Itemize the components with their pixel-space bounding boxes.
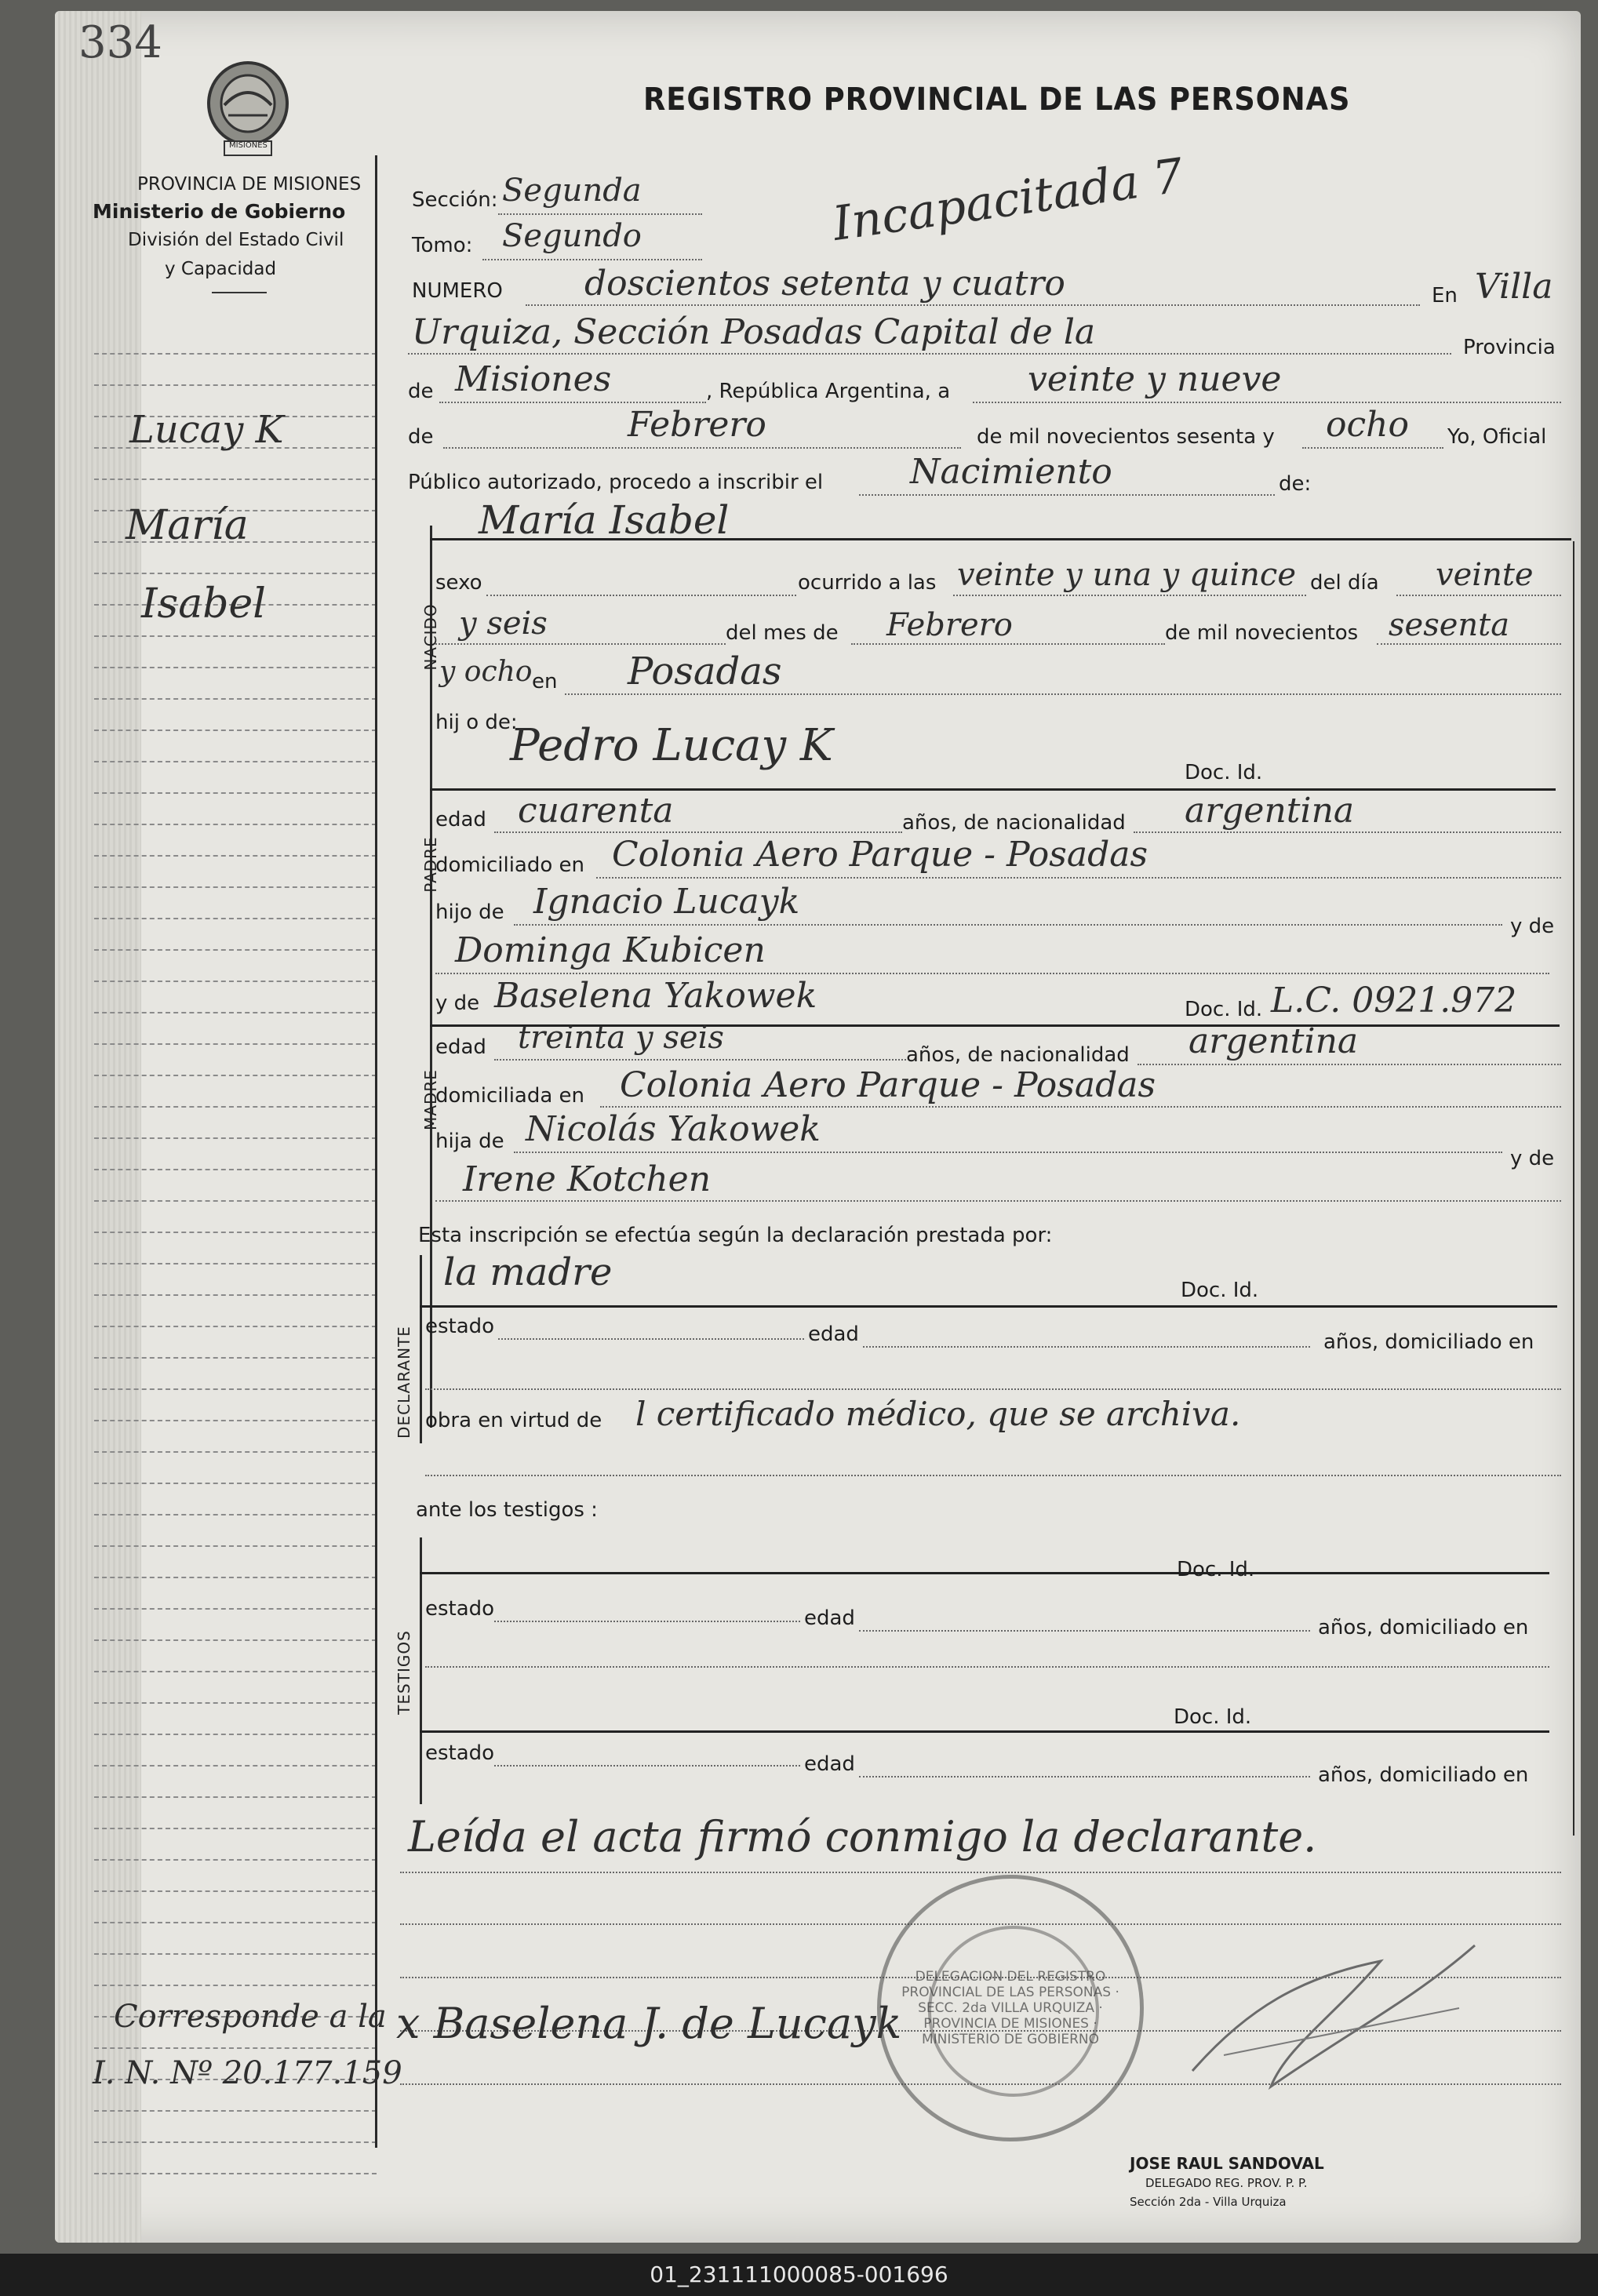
de-label: de xyxy=(408,380,434,403)
year-line xyxy=(1302,447,1443,449)
testigo2-edad-label: edad xyxy=(804,1752,855,1776)
anio-value-2: y ocho xyxy=(439,656,533,688)
republica-label: , República Argentina, a xyxy=(706,380,951,403)
madre-edad-label: edad xyxy=(435,1035,486,1059)
mes-value: Febrero xyxy=(886,607,1013,643)
closing-statement: Leída el acta firmó conmigo la declarante. xyxy=(408,1812,1317,1861)
province-name: PROVINCIA DE MISIONES xyxy=(137,174,362,195)
declarante-anios-label: años, domiciliado en xyxy=(1323,1330,1534,1354)
officer-signature-icon xyxy=(1177,1914,1491,2102)
padre-father-line xyxy=(514,924,1502,926)
dia-continuation-line xyxy=(435,643,726,645)
madre-domicilio-value: Colonia Aero Parque - Posadas xyxy=(620,1065,1156,1105)
padre-domicilio-value: Colonia Aero Parque - Posadas xyxy=(612,835,1148,875)
year-value: ocho xyxy=(1326,405,1409,445)
padre-nacionalidad-line xyxy=(1134,831,1561,833)
declarante-edad-line xyxy=(863,1346,1310,1348)
header-divider xyxy=(212,292,267,293)
register-title: REGISTRO PROVINCIAL DE LAS PERSONAS xyxy=(643,82,1351,118)
madre-domicilio-label: domiciliada en xyxy=(435,1084,585,1108)
testigo2-anios-label: años, domiciliado en xyxy=(1318,1763,1529,1787)
en-value: Villa xyxy=(1475,267,1553,307)
section-vertical-rule-testigos xyxy=(420,1537,422,1804)
testigo1-doc-label: Doc. Id. xyxy=(1177,1558,1255,1581)
mes-label: del mes de xyxy=(726,621,839,645)
madre-mother-value: Irene Kotchen xyxy=(463,1159,712,1199)
declarante-edad-label: edad xyxy=(808,1323,859,1346)
madre-edad-line xyxy=(494,1059,906,1061)
hora-value: veinte y una y quince xyxy=(957,557,1296,593)
right-border-rule xyxy=(1573,541,1574,1836)
seccion-value: Segunda xyxy=(502,173,642,209)
seccion-label: Sección: xyxy=(412,188,498,212)
madre-mother-line xyxy=(435,1200,1561,1202)
madre-father-line xyxy=(514,1152,1502,1153)
testigo1-edad-label: edad xyxy=(804,1606,855,1630)
lugar-en-label: en xyxy=(532,670,558,693)
testigo1-estado-line xyxy=(494,1621,800,1622)
declarant-signature: x Baselena J. de Lucayk xyxy=(396,1999,902,2048)
testigo2-doc-label: Doc. Id. xyxy=(1174,1705,1252,1729)
en-label: En xyxy=(1432,284,1458,307)
provincia-line xyxy=(439,402,706,403)
testigo2-estado-label: estado xyxy=(425,1741,495,1765)
padre-edad-label: edad xyxy=(435,808,486,831)
madre-name-value: Baselena Yakowek xyxy=(494,976,817,1016)
provincia-label: Provincia xyxy=(1463,336,1556,359)
nacido-name-value: María Isabel xyxy=(479,497,730,543)
tomo-line xyxy=(482,259,702,260)
declarante-doc-label: Doc. Id. xyxy=(1181,1279,1259,1302)
mes-line xyxy=(851,643,1165,645)
official-stamp xyxy=(877,1875,1144,2141)
tomo-label: Tomo: xyxy=(412,234,473,257)
anio-value: sesenta xyxy=(1389,607,1510,643)
tomo-value: Segundo xyxy=(502,218,642,254)
madre-hija-label: hija de xyxy=(435,1130,504,1153)
locality-value: Urquiza, Sección Posadas Capital de la xyxy=(412,312,1096,352)
madre-doc-value: L.C. 0921.972 xyxy=(1271,981,1517,1021)
declarante-intro-label: Esta inscripción se efectúa según la declaración prestada por: xyxy=(418,1224,1053,1247)
testigo2-edad-line xyxy=(859,1776,1310,1777)
madre-nacionalidad-line xyxy=(1138,1064,1561,1065)
year-prefix: de mil novecientos sesenta y xyxy=(977,425,1275,449)
declarante-name-rule xyxy=(420,1305,1557,1308)
scan-id-footer: 01_231111000085-001696 xyxy=(0,2254,1598,2296)
testigos-section-label: TESTIGOS xyxy=(395,1630,413,1715)
acto-value: Nacimiento xyxy=(910,452,1112,492)
publico-label: Público autorizado, procedo a inscribir el xyxy=(408,471,824,494)
seccion-line xyxy=(498,213,702,215)
padre-y-de-label: y de xyxy=(1510,915,1555,938)
closing-line-1 xyxy=(400,1872,1561,1873)
stamp-text: DELEGACION DEL REGISTRO PROVINCIAL DE LAS PERSONAS · SECC. 2da VILLA URQUIZA · PROVINCIA DE MISIONES · MINISTERIO DE GOBIERNO xyxy=(901,1969,1119,2047)
incapacitada-annotation: Incapacitada 7 xyxy=(829,148,1187,252)
de3-label: de: xyxy=(1279,472,1312,496)
locality-line xyxy=(408,353,1451,355)
officer-title: DELEGADO REG. PROV. P. P. xyxy=(1145,2176,1308,2190)
nacido-section-label: NACIDO xyxy=(421,603,440,671)
nacido-name-rule xyxy=(430,538,1571,540)
numero-line xyxy=(526,304,1420,306)
padre-mother-line xyxy=(435,973,1549,974)
declarante-obra-value: l certificado médico, que se archiva. xyxy=(635,1395,1241,1433)
declarante-obra-label: obra en virtud de xyxy=(425,1409,602,1432)
madre-doc-label: Doc. Id. xyxy=(1185,998,1263,1021)
madre-edad-value: treinta y seis xyxy=(518,1020,724,1056)
acto-line xyxy=(859,494,1275,496)
del-dia-label: del día xyxy=(1310,571,1379,595)
sexo-line xyxy=(486,595,796,596)
madre-y-de2-label: y de xyxy=(1510,1147,1555,1170)
hora-line xyxy=(953,595,1306,596)
main-vertical-rule xyxy=(375,155,377,2148)
officer-section: Sección 2da - Villa Urquiza xyxy=(1130,2195,1287,2209)
madre-y-de-label: y de xyxy=(435,992,480,1015)
de2-label: de xyxy=(408,425,434,449)
madre-father-value: Nicolás Yakowek xyxy=(526,1109,821,1149)
provincial-seal xyxy=(201,56,295,158)
declarante-domicilio-line xyxy=(425,1388,1561,1390)
lugar-value: Posadas xyxy=(628,650,782,693)
section-vertical-rule-declarante xyxy=(420,1255,422,1443)
numero-label: NUMERO xyxy=(412,279,503,303)
madre-section-label: MADRE xyxy=(421,1069,440,1130)
madre-nacionalidad-label: años, de nacionalidad xyxy=(906,1043,1130,1067)
margin-note-2: I. N. Nº 20.177.159 xyxy=(93,2055,402,2091)
declarante-obra-line xyxy=(425,1475,1561,1476)
margin-second-name: Isabel xyxy=(141,580,266,628)
ministry-name: Ministerio de Gobierno xyxy=(93,200,346,223)
day-value: veinte y nueve xyxy=(1028,359,1282,399)
officer-name: JOSE RAUL SANDOVAL xyxy=(1130,2154,1324,2173)
padre-section-label: PADRE xyxy=(421,836,440,893)
declarante-name-value: la madre xyxy=(443,1250,613,1294)
dia-line xyxy=(1396,595,1561,596)
testigo2-name-rule xyxy=(420,1730,1549,1733)
testigos-intro-label: ante los testigos : xyxy=(416,1498,598,1522)
month-line xyxy=(443,447,961,449)
padre-mother-value: Dominga Kubicen xyxy=(455,930,766,970)
lugar-line xyxy=(565,693,1561,695)
padre-doc-label: Doc. Id. xyxy=(1185,761,1263,784)
declarante-estado-line xyxy=(498,1338,804,1340)
padre-domicilio-label: domiciliado en xyxy=(435,853,585,877)
oficial-label: Yo, Oficial xyxy=(1447,425,1547,449)
testigo2-estado-line xyxy=(494,1765,800,1767)
numero-value: doscientos setenta y cuatro xyxy=(584,264,1065,304)
margin-surname: Lucay K xyxy=(129,408,284,452)
page-number: 334 xyxy=(78,17,162,68)
margin-note-1: Corresponde a la xyxy=(114,1999,387,2035)
division-name: División del Estado Civil xyxy=(128,230,344,250)
anio-line xyxy=(1377,643,1561,645)
madre-domicilio-line xyxy=(600,1106,1561,1108)
provincia-value: Misiones xyxy=(455,359,612,399)
anio-label: de mil novecientos xyxy=(1165,621,1359,645)
testigo1-anios-label: años, domiciliado en xyxy=(1318,1616,1529,1639)
padre-nacionalidad-label: años, de nacionalidad xyxy=(902,811,1126,835)
declarante-estado-label: estado xyxy=(425,1315,495,1338)
padre-name-value: Pedro Lucay K xyxy=(510,720,833,771)
testigo1-name-rule xyxy=(420,1572,1549,1574)
declarante-section-label: DECLARANTE xyxy=(395,1326,413,1439)
padre-nacionalidad-value: argentina xyxy=(1185,791,1355,831)
month-value: Febrero xyxy=(628,405,766,445)
padre-edad-value: cuarenta xyxy=(518,791,674,831)
padre-domicilio-line xyxy=(596,877,1561,879)
sexo-label: sexo xyxy=(435,571,482,595)
testigo1-estado-label: estado xyxy=(425,1597,495,1621)
margin-first-name: María xyxy=(126,502,249,549)
day-line xyxy=(973,402,1561,403)
capacity-name: y Capacidad xyxy=(165,259,277,279)
dia-value-2: y seis xyxy=(459,606,548,642)
hijo-de-label: hij o de: xyxy=(435,711,518,734)
testigo1-edad-line xyxy=(859,1630,1310,1632)
testigo1-domicilio-line xyxy=(425,1666,1549,1668)
dia-value: veinte xyxy=(1436,557,1534,593)
padre-hijo-label: hijo de xyxy=(435,901,504,924)
padre-father-value: Ignacio Lucayk xyxy=(533,882,800,922)
ocurrido-label: ocurrido a las xyxy=(798,571,937,595)
seal-label: MISIONES xyxy=(229,141,268,150)
page-stack-edge xyxy=(55,11,141,2243)
padre-edad-line xyxy=(494,831,902,833)
madre-nacionalidad-value: argentina xyxy=(1188,1021,1359,1061)
